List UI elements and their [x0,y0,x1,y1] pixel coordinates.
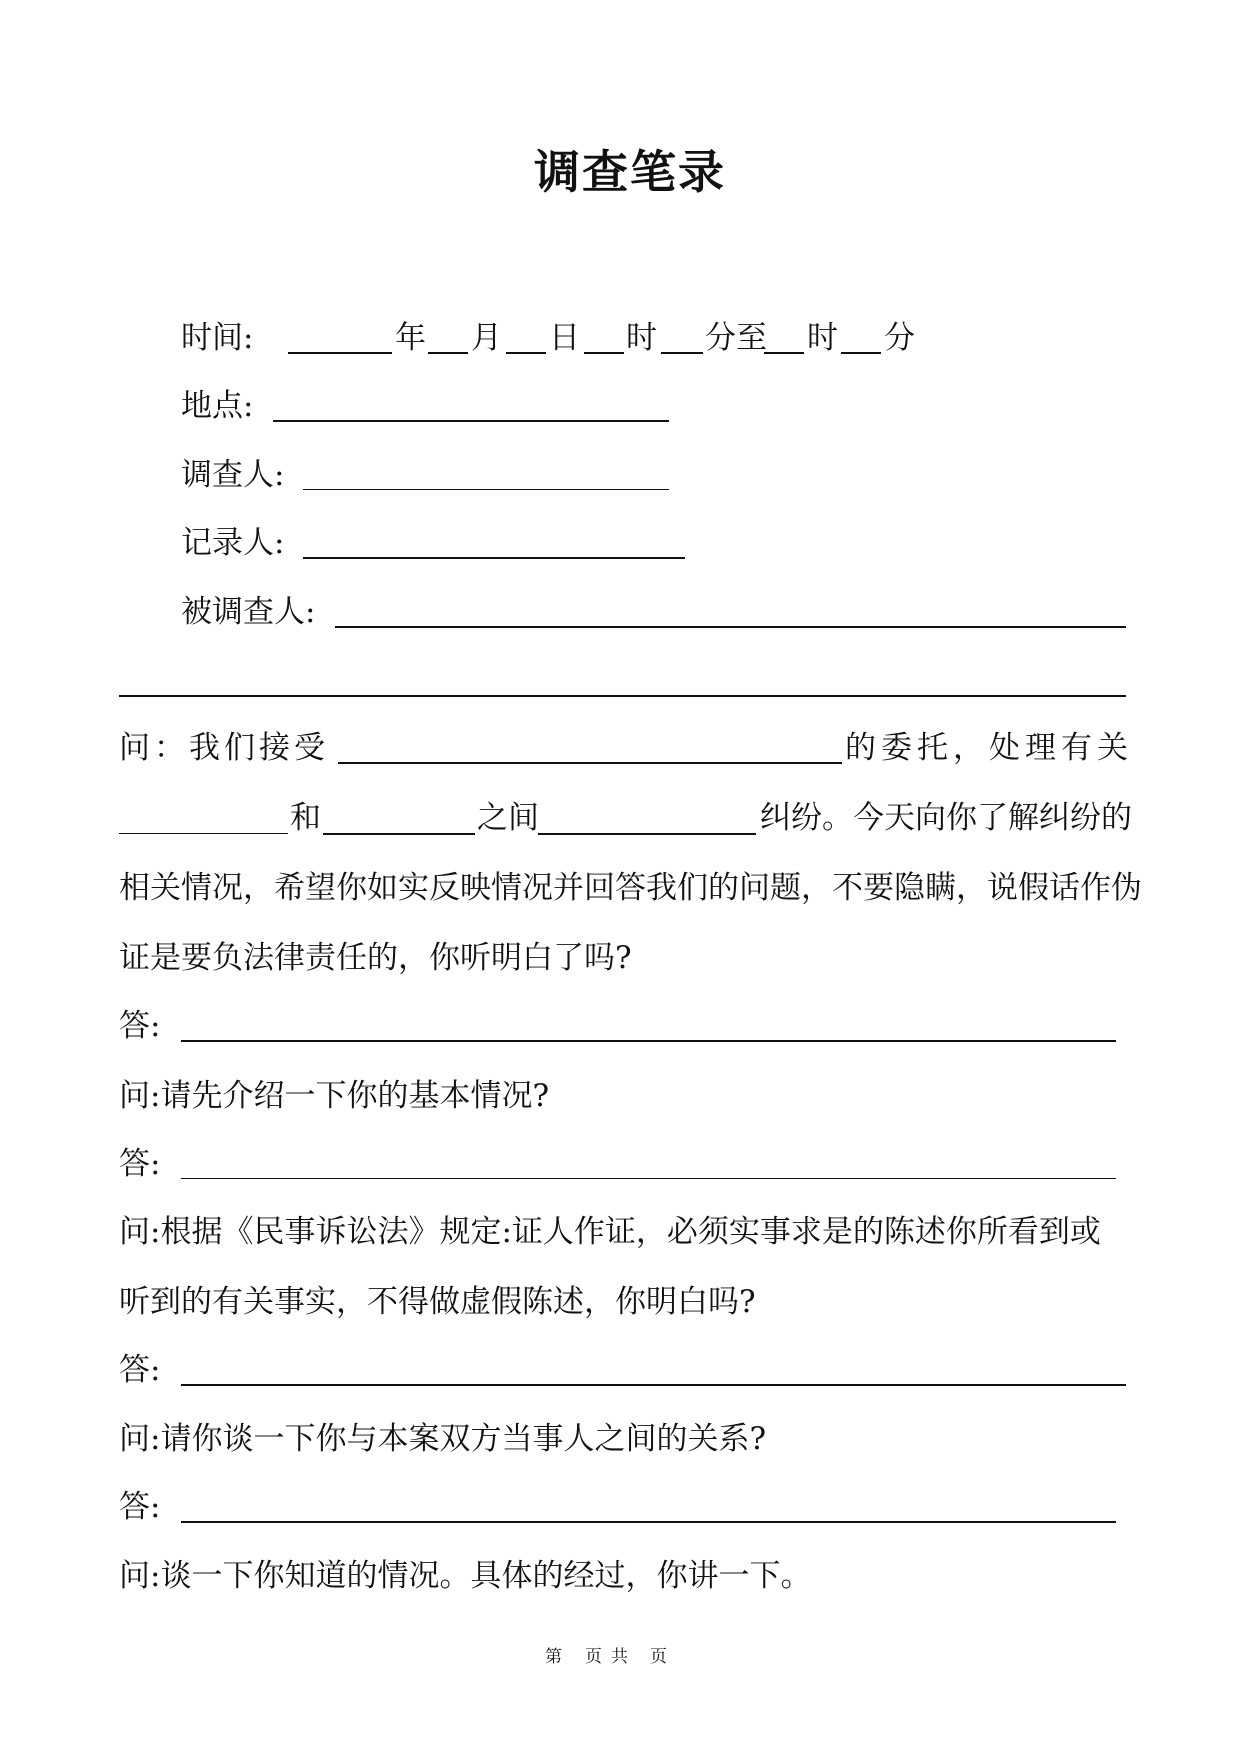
month-field[interactable] [428,352,468,354]
intro-prefix: 问：我们接受 [119,730,329,766]
year-unit: 年 [395,320,426,356]
day-field[interactable] [506,352,546,354]
answer-field-4[interactable] [181,1521,1116,1523]
question-basic-info: 问:请先介绍一下你的基本情况? [119,1078,550,1114]
intro-suffix: 的委托，处理有关 [845,730,1133,766]
recorder-field[interactable] [303,557,685,559]
question-civil-procedure: 问:根据《民事诉讼法》规定:证人作证，必须实事求是的陈述你所看到或 [119,1214,1101,1250]
end-hour-field[interactable] [764,352,804,354]
recorder-label: 记录人: [181,525,285,561]
footer-total-label: 共 [611,1647,629,1667]
question-details: 问:谈一下你知道的情况。具体的经过，你讲一下。 [119,1558,812,1594]
month-unit: 月 [471,320,502,356]
hour-unit: 时 [626,320,657,356]
end-minute-unit: 分 [884,320,915,356]
respondent-label: 被调查人: [181,594,316,630]
respondent-field[interactable] [335,626,1126,628]
answer-label: 答: [119,1008,161,1044]
answer-field-3[interactable] [181,1384,1126,1386]
place-label: 地点: [181,388,254,424]
time-label: 时间: [181,320,254,356]
party-a-field[interactable] [119,833,288,834]
dispute-type-field[interactable] [538,833,756,835]
minute-to-unit: 分至 [705,320,767,356]
footer-page-label: 第 [545,1647,563,1667]
intro-line2-suffix: 纠纷。今天向你了解纠纷的 [760,800,1132,836]
question-civil-procedure-cont: 听到的有关事实，不得做虚假陈述，你明白吗? [119,1284,756,1320]
footer-page-unit: 页 [585,1647,603,1667]
place-field[interactable] [273,420,669,422]
answer-label: 答: [119,1352,161,1388]
answer-label: 答: [119,1489,161,1525]
party-b-field[interactable] [323,833,475,835]
end-hour-unit: 时 [807,320,838,356]
footer-total-unit: 页 [650,1647,668,1667]
entrusting-party-field[interactable] [338,762,842,764]
year-field[interactable] [288,352,392,354]
question-relationship: 问:请你谈一下你与本案双方当事人之间的关系? [119,1421,767,1457]
between-text: 之间 [477,800,539,836]
investigator-field[interactable] [303,489,669,490]
and-text: 和 [290,800,321,836]
intro-line4: 证是要负法律责任的，你听明白了吗? [119,940,632,976]
respondent-field-continued[interactable] [119,695,1126,697]
answer-label: 答: [119,1146,161,1182]
answer-field-2[interactable] [181,1178,1116,1179]
intro-line3: 相关情况，希望你如实反映情况并回答我们的问题，不要隐瞒，说假话作伪 [119,870,1142,906]
end-minute-field[interactable] [841,352,881,354]
page-title: 调查笔录 [534,145,726,199]
start-hour-field[interactable] [584,352,624,354]
investigator-label: 调查人: [181,457,285,493]
day-unit: 日 [549,320,580,356]
answer-field-1[interactable] [181,1040,1116,1042]
start-minute-field[interactable] [661,352,703,354]
